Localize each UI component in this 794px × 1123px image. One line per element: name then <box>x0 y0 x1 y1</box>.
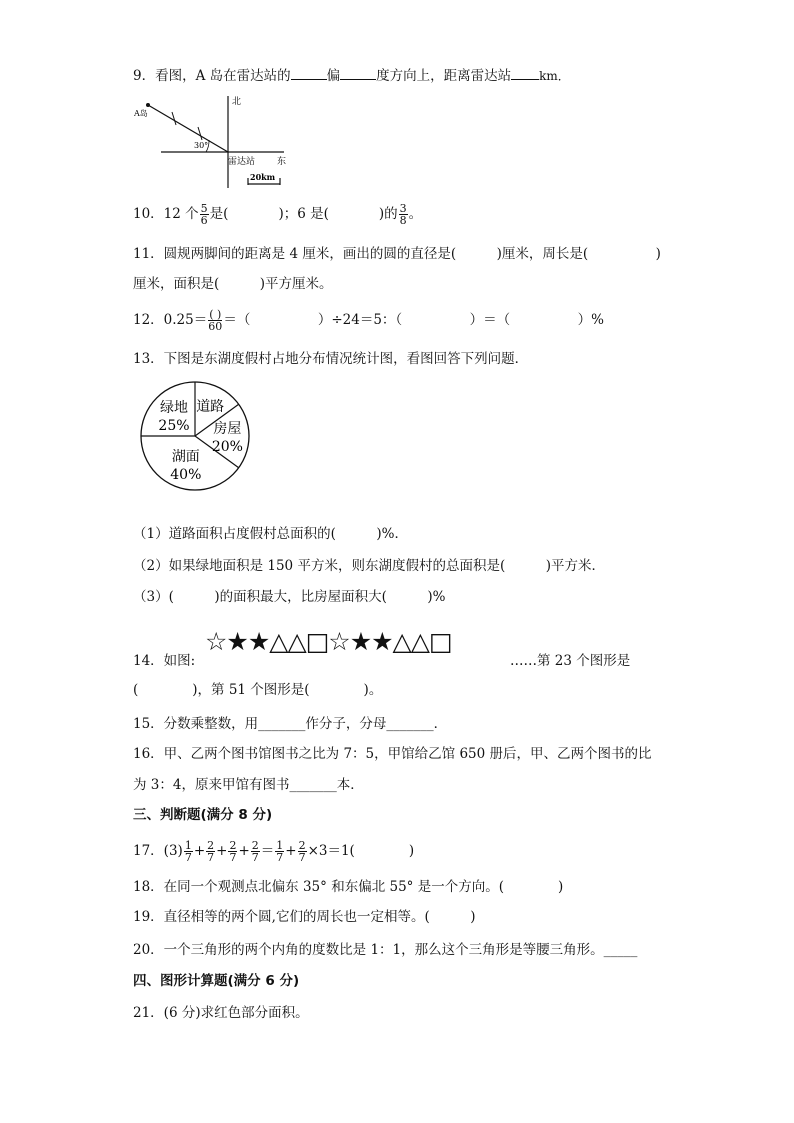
q9-blank-3[interactable] <box>511 66 539 80</box>
question-13-sub-2: （2）如果绿地面积是 150 平方米，则东湖度假村的总面积是( )平方米． <box>133 558 605 574</box>
q10-text-c: )；6 是( <box>278 206 329 222</box>
section-4-title: 四、图形计算题(满分 6 分) <box>133 973 300 989</box>
q12-fraction: $\frac{( )}{60}$ <box>208 308 223 333</box>
question-18: 18．在同一个观测点北偏东 35° 和东偏北 55° 是一个方向。( ) <box>133 879 564 895</box>
scale-tick <box>172 112 176 125</box>
question-10 <box>133 203 422 226</box>
question-13-intro: 13．下图是东湖度假村占地分布情况统计图，看图回答下列问题． <box>133 351 529 367</box>
q17-fraction-4: $\frac{2}{7}$ <box>251 839 259 864</box>
question-13-sub-3: （3）( )的面积最大，比房屋面积大( )% <box>133 589 446 605</box>
q13-pie-chart <box>133 380 258 493</box>
q9-text-c: 度方向上，距离雷达站 <box>376 68 512 84</box>
question-17: 17．(3) $\frac{1}{7}$ + $\frac{2}{7}$ + $\frac{2}{7}$ + $\frac{2}{7}$ ＝ $\frac{1}{7}$ + $\frac{2}{7}$ ×3＝1( ) <box>133 839 415 864</box>
q10-text-a: 10．12 个 <box>133 206 199 222</box>
q12-text-b: ＝（ ）÷24＝5：（ ）＝（ ）% <box>223 312 604 328</box>
pie-slice-label: 25% <box>158 417 190 434</box>
question-11-line-2: 厘米，面积是( )平方厘米。 <box>133 276 333 292</box>
q17-fraction-1: $\frac{1}{7}$ <box>184 839 192 864</box>
q9-text-b: 偏 <box>326 68 341 84</box>
question-15: 15．分数乘整数，用_______作分子，分母_______． <box>133 716 448 732</box>
pie-slice-name: 湖面 <box>171 449 200 466</box>
label-east: 东 <box>277 157 287 167</box>
label-island: A岛 <box>134 109 148 118</box>
q10-fraction-1: $\frac{5}{6}$ <box>200 202 208 227</box>
question-16-line-1: 16．甲、乙两个图书馆图书之比为 7：5，甲馆给乙馆 650 册后，甲、乙两个图书的比 <box>133 746 652 762</box>
scale-tick <box>198 127 202 140</box>
section-3-title: 三、判断题(满分 8 分) <box>133 807 273 823</box>
question-14-line-2: ( )，第 51 个图形是( )。 <box>133 682 383 698</box>
q12-text-a: 12．0.25＝ <box>133 312 208 328</box>
q9-text-a: 9．看图，A 岛在雷达站的 <box>133 68 291 84</box>
q10-text-e: 。 <box>408 206 423 222</box>
question-14-text-b: ……第 23 个图形是 <box>510 653 631 669</box>
label-angle: 30° <box>194 141 209 150</box>
q10-text-b: 是( <box>209 206 229 222</box>
pie-slice-name: 道路 <box>196 399 225 416</box>
q17-fraction-6: $\frac{2}{7}$ <box>298 839 306 864</box>
q17-suffix: ×3＝1( ) <box>307 843 415 859</box>
pie-slice-label: 20% <box>211 439 243 455</box>
question-13-sub-1: （1）道路面积占度假村总面积的( )%． <box>133 526 408 542</box>
question-14-label: 14．如图: <box>133 653 196 669</box>
label-scale: 20km <box>250 172 276 182</box>
question-9 <box>133 66 570 85</box>
question-16-line-2: 为 3：4，原来甲馆有图书_______本． <box>133 777 364 793</box>
q17-fraction-5: $\frac{1}{7}$ <box>276 839 284 864</box>
label-north: 北 <box>232 97 242 107</box>
q9-direction-figure <box>134 92 304 192</box>
question-21: 21．(6 分)求红色部分面积。 <box>133 1005 309 1021</box>
label-station: 雷达站 <box>228 157 256 167</box>
q17-fraction-3: $\frac{2}{7}$ <box>229 839 237 864</box>
pie-slice-name: 绿地 <box>159 399 188 416</box>
question-20: 20．一个三角形的两个内角的度数比是 1：1，那么这个三角形是等腰三角形。_____ <box>133 942 638 958</box>
pie-slice-label: 40% <box>170 467 202 484</box>
island-ray <box>148 105 228 152</box>
q10-text-d: )的 <box>378 206 398 222</box>
q10-fraction-2: $\frac{3}{8}$ <box>399 202 407 227</box>
q17-fraction-2: $\frac{2}{7}$ <box>207 839 215 864</box>
q9-text-d: km． <box>539 69 570 83</box>
q17-prefix: 17．(3) <box>133 843 183 859</box>
q14-shape-pattern: ☆★★△△□☆★★△△□ <box>205 627 452 656</box>
pie-slice-name: 房屋 <box>213 421 242 437</box>
question-12 <box>133 309 604 332</box>
question-11-line-1: 11．圆规两脚间的距离是 4 厘米，画出的圆的直径是( )厘米，周长是( ) <box>133 246 661 262</box>
q9-blank-2[interactable] <box>340 66 376 80</box>
question-19: 19．直径相等的两个圆,它们的周长也一定相等。( ) <box>133 909 476 925</box>
island-point <box>146 103 150 107</box>
q9-blank-1[interactable] <box>291 66 327 80</box>
